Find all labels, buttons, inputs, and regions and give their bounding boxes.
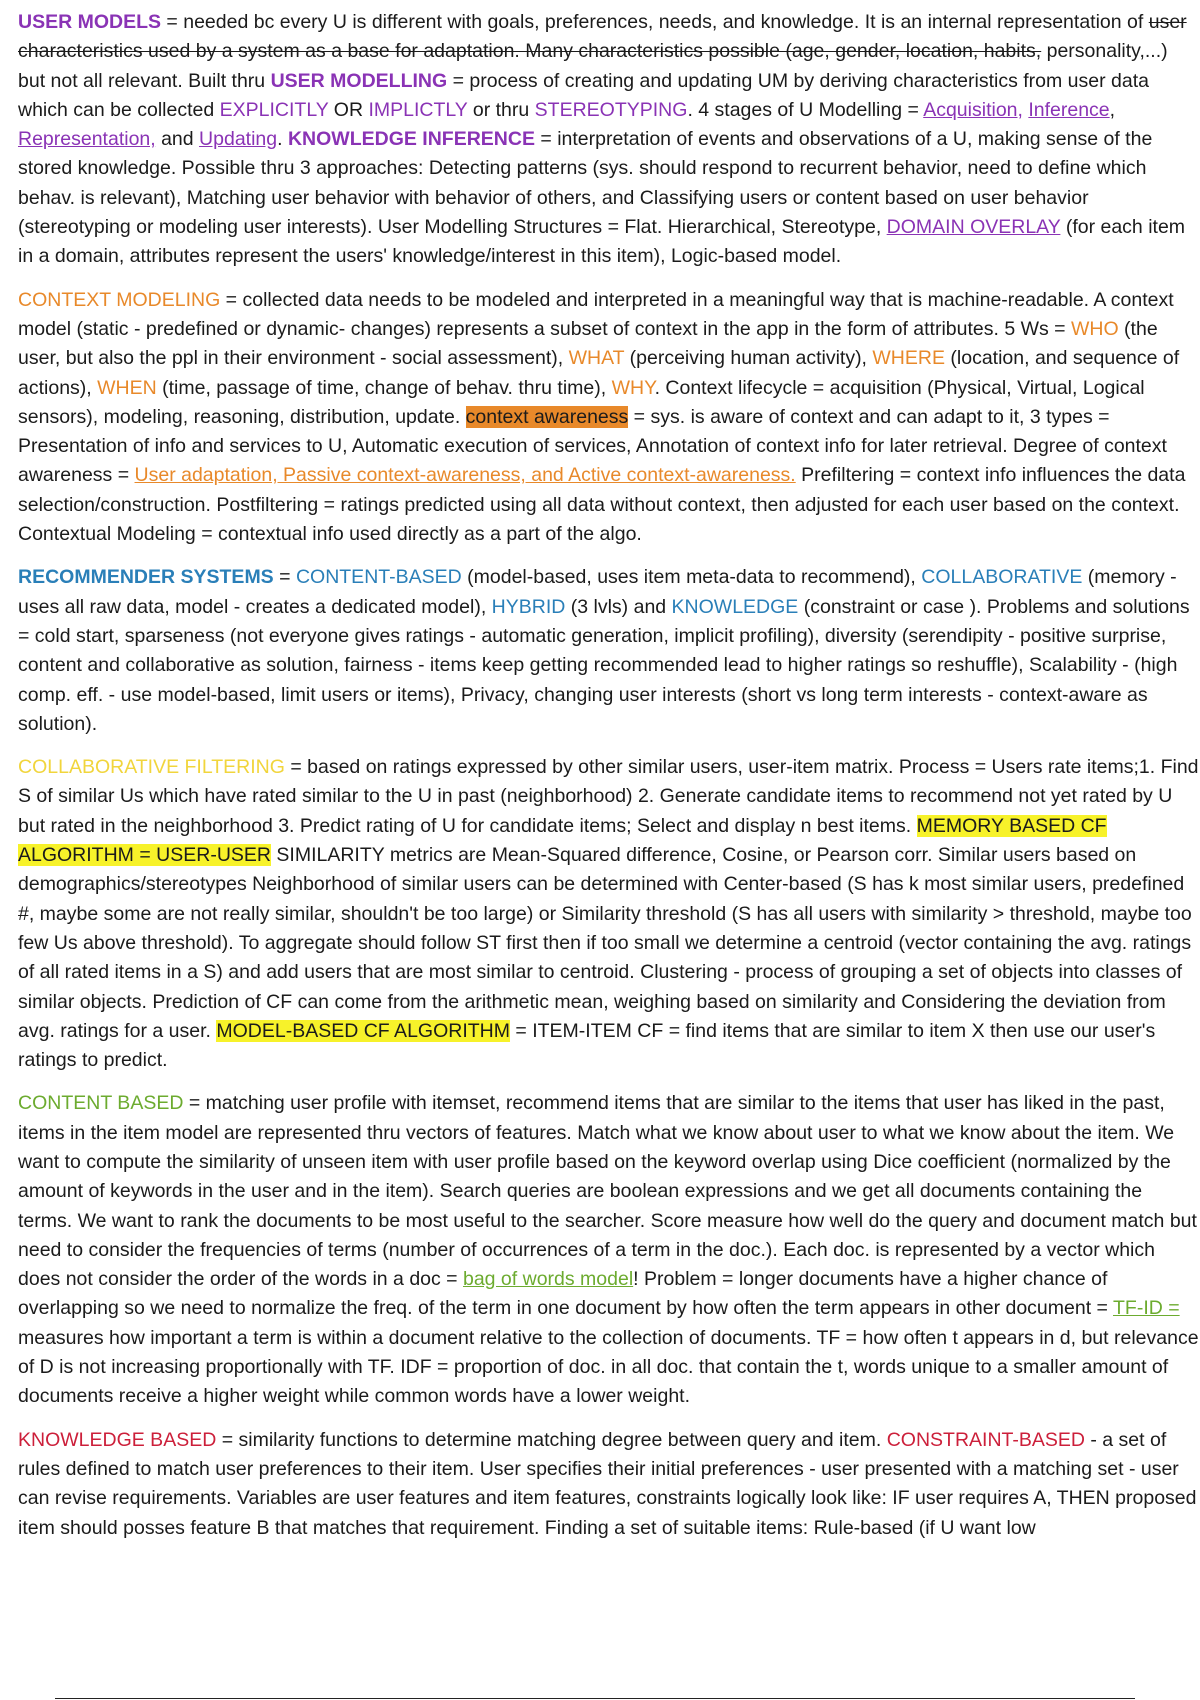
implicitly-term: IMPLICTLY xyxy=(368,98,468,121)
recommender-systems-heading: RECOMMENDER SYSTEMS xyxy=(18,566,274,589)
text-run: = xyxy=(273,566,296,589)
user-models-heading: USER MODELS xyxy=(18,11,162,33)
user-modelling-term: USER MODELLING xyxy=(270,69,448,92)
degrees-of-awareness-term: User adaptation, Passive context-awareness, and Active context-awareness. xyxy=(134,464,796,487)
tf-id-term: TF-ID = xyxy=(1113,1297,1180,1320)
notes-page xyxy=(18,8,1200,1557)
constraint-based-term: CONSTRAINT-BASED xyxy=(886,1428,1085,1451)
text-run: and xyxy=(155,128,200,151)
domain-overlay-term: DOMAIN OVERLAY xyxy=(886,216,1061,239)
text-run: (constraint or case ). Problems and solutions = cold start, sparseness (not everyone gives ratings - automatic generation, implicit profiling), diversity (serendipity - positive surprise, content and collaborative as solution, fairness - items keep getting recommended lead to higher ratings so reshuffle), Scalability - (high comp. eff. - use model-based, limit users or items), Privacy, changing user interests (short vs long term interests - context-aware as solution). xyxy=(18,595,1190,735)
what-term: WHAT xyxy=(568,347,625,370)
text-run: , xyxy=(1109,98,1116,121)
acquisition-term: Acquisition, xyxy=(923,98,1023,121)
text-run: OR xyxy=(328,98,369,121)
context-modeling-paragraph xyxy=(18,286,1200,550)
knowledge-based-paragraph xyxy=(18,1426,1200,1543)
text-run: (for each item in a domain, attributes represent the users' knowledge/interest in this item), Logic-based model. xyxy=(18,216,1186,268)
text-run: (the user, but also the ppl in their environment - social assessment), xyxy=(18,317,1158,370)
text-run: (time, passage of time, change of behav. thru time), xyxy=(156,376,612,399)
text-run: personality,...) but not all relevant. Built thru xyxy=(18,40,1168,92)
text-run: . 4 stages of U Modelling = xyxy=(687,98,924,121)
who-term: WHO xyxy=(1070,317,1119,340)
recommender-systems-paragraph xyxy=(18,563,1200,739)
collaborative-term: COLLABORATIVE xyxy=(921,566,1083,589)
user-models-paragraph xyxy=(18,8,1200,272)
knowledge-term: KNOWLEDGE xyxy=(671,595,799,618)
hybrid-term: HYBRID xyxy=(491,595,566,618)
text-run: = needed bc every U is different with goals, preferences, needs, and knowledge. It is an internal representation of xyxy=(161,11,1149,33)
collaborative-filtering-paragraph xyxy=(18,753,1200,1075)
text-run: (perceiving human activity), xyxy=(624,347,873,370)
text-run: = matching user profile with itemset, recommend items that are similar to the items that user has liked in the past, items in the item model are represented thru vectors of features. Match what we know about user to what we know about the item. We want to compute the similarity of unseen item with user profile based on the keyword overlap using Dice coefficient (normalized by the amount of keywords in the user and in the item). Search queries are boolean expressions and we get all documents containing the terms. We want to rank the documents to be most useful to the searcher. Score measure how well do the query and document match but need to consider the frequencies of terms (number of occurrences of a term in the doc.). Each doc. is represented by a vector which does not consider the order of the words in a doc = xyxy=(18,1092,1197,1291)
context-awareness-highlight: context awareness xyxy=(465,405,629,428)
text-run: = ITEM-ITEM CF = find items that are similar to item X then use our user's ratings to predict. xyxy=(18,1019,1156,1072)
representation-term: Representation, xyxy=(18,128,156,151)
text-run: = process of creating and updating UM by deriving characteristics from user data which can be collected xyxy=(18,69,1149,121)
stereotyping-term: STEREOTYPING xyxy=(534,98,688,121)
text-run: or thru xyxy=(467,98,535,121)
text-run: = interpretation of events and observations of a U, making sense of the stored knowledge. Possible thru 3 approaches: Detecting patterns (sys. should respond to recurrent behavior, need to define which behav. is relevant), Matching user behavior with behavior of others, and Classifying users or content based on user behavior (stereotyping or modeling user interests). User Modelling Structures = Flat. Hierarchical, Stereotype, xyxy=(18,128,1153,239)
text-run: measures how important a term is within a document relative to the collection of documents. TF = how often t appears in d, but relevance of D is not increasing proportionally with TF. IDF = proportion of doc. in all doc. that contain the t, words unique to a smaller amount of documents receive a higher weight while common words have a lower weight. xyxy=(18,1326,1199,1408)
text-run: Prefiltering = context info influences the data selection/construction. Postfiltering = ratings predicted using all data without context, then adjusted for each user based on the context. Contextual Modeling = contextual info used directly as a part of the algo. xyxy=(18,464,1186,546)
text-run: SIMILARITY metrics are Mean-Squared difference, Cosine, or Pearson corr. Similar users based on demographics/stereotypes Neighborhood of similar users can be determined with Center-based (S has k most similar users, predefined #, maybe some are not really similar, shouldn't be too large) or Similarity threshold (S has all users with similarity > threshold, maybe too few Us above threshold). To aggregate should follow ST first then if too small we determine a centroid (vector containing the avg. ratings of all rated items in a S) and add users that are most similar to centroid. Clustering - process of grouping a set of objects into classes of similar objects. Prediction of CF can come from the arithmetic mean, weighing based on similarity and Considering the deviation from avg. ratings for a user. xyxy=(18,844,1192,1042)
text-run: (memory - uses all raw data, model - creates a dedicated model), xyxy=(18,566,1177,618)
updating-term: Updating xyxy=(199,128,278,151)
text-run: ! Problem = longer documents have a higher chance of overlapping so we need to normalize the freq. of the term in one document by how often the term appears in other document = xyxy=(18,1268,1113,1320)
text-run: = similarity functions to determine matching degree between query and item. xyxy=(216,1428,887,1451)
text-run: . Context lifecycle = acquisition (Physical, Virtual, Logical sensors), modeling, reasoning, distribution, update. xyxy=(18,376,1145,428)
content-based-paragraph xyxy=(18,1089,1200,1411)
page-bottom-rule xyxy=(55,1698,1135,1699)
memory-based-cf-highlight: MEMORY BASED CF ALGORITHM = USER-USER xyxy=(18,814,1107,867)
struck-text-run: user characteristics used by a system as a base for adaptation. Many characteristics possible (age, gender, location, habits, xyxy=(18,11,1187,63)
text-run: = based on ratings expressed by other similar users, user-item matrix. Process = Users rate items;1. Find S of similar Us which have rated similar to the U in past (neighborhood) 2. Generate candidate items to recommend not yet rated by U but rated in the neighborhood 3. Predict rating of U for candidate items; Select and display n best items. xyxy=(18,756,1199,837)
text-run: (location, and sequence of actions), xyxy=(18,347,1180,399)
bag-of-words-term: bag of words model xyxy=(462,1268,634,1291)
where-term: WHERE xyxy=(872,347,945,370)
collaborative-filtering-heading: COLLABORATIVE FILTERING xyxy=(18,756,285,779)
text-run: = collected data needs to be modeled and interpreted in a meaningful way that is machine-readable. A context model (static - predefined or dynamic- changes) represents a subset of context in the app in the form of attributes. 5 Ws = xyxy=(18,288,1174,340)
text-run: . xyxy=(277,128,288,151)
when-term: WHEN xyxy=(97,376,157,399)
text-run: (3 lvls) and xyxy=(565,595,672,618)
content-based-term: CONTENT-BASED xyxy=(295,566,462,589)
model-based-cf-highlight: MODEL-BASED CF ALGORITHM xyxy=(216,1019,510,1042)
knowledge-based-heading: KNOWLEDGE BASED xyxy=(18,1428,217,1451)
context-modeling-heading: CONTEXT MODELING xyxy=(18,288,221,311)
text-run: (model-based, uses item meta-data to recommend), xyxy=(461,566,922,589)
text-run: = sys. is aware of context and can adapt to it, 3 types = Presentation of info and services to U, Automatic execution of services, Annotation of context info for later retrieval. Degree of context awareness = xyxy=(18,405,1167,487)
inference-term: Inference xyxy=(1028,98,1110,121)
content-based-heading: CONTENT BASED xyxy=(18,1092,184,1115)
knowledge-inference-term: KNOWLEDGE INFERENCE xyxy=(287,128,535,151)
text-run: - a set of rules defined to match user preferences to their item. User specifies their initial preferences - user presented with a matching set - user can revise requirements. Variables are user features and item features, constraints logically look like: IF user requires A, THEN proposed item should posses feature B that matches that requirement. Finding a set of suitable items: Rule-based (if U want low xyxy=(18,1428,1197,1539)
why-term: WHY xyxy=(611,376,655,399)
explicitly-term: EXPLICITLY xyxy=(219,98,329,121)
